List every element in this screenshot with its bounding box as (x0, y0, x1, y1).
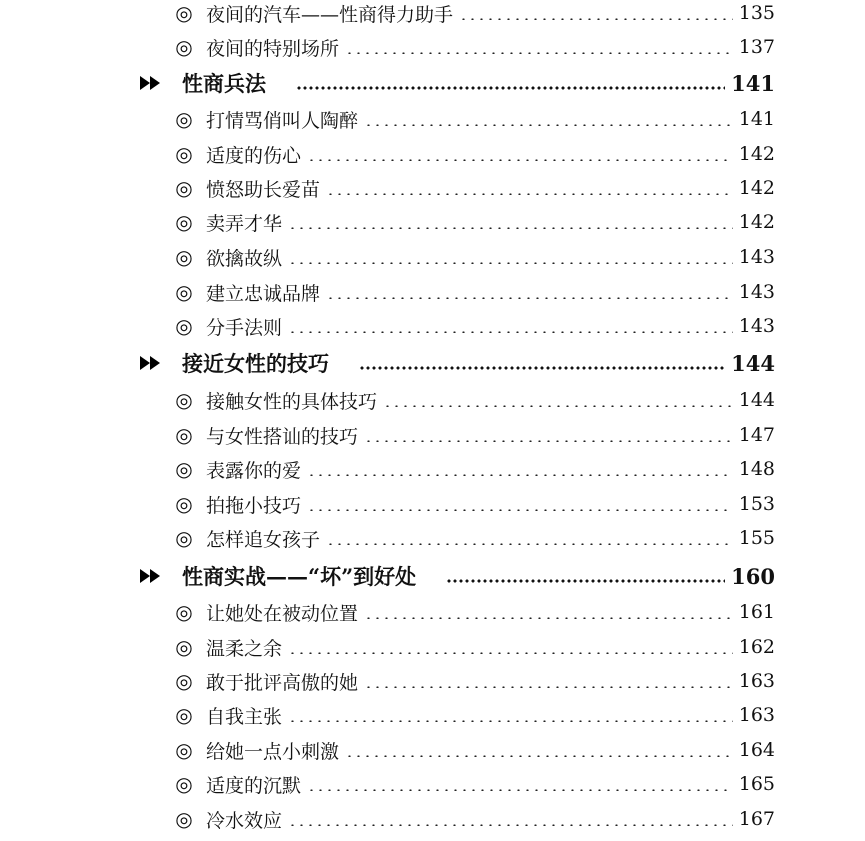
entry-title: 建立忠诚品牌 (206, 282, 321, 305)
dot-leader (359, 366, 725, 370)
dot-leader (364, 686, 733, 688)
dot-leader (288, 720, 733, 722)
page-number: 147 (738, 424, 775, 446)
double-circle-bullet-icon: ◎ (175, 423, 193, 447)
toc-entry[interactable] (0, 452, 865, 486)
double-circle-bullet-icon: ◎ (175, 772, 193, 796)
entry-title: 与女性搭讪的技巧 (206, 425, 359, 448)
page-number: 164 (738, 739, 775, 761)
dot-leader (288, 262, 733, 264)
entry-title: 冷水效应 (206, 809, 283, 832)
entry-title: 欲擒故纵 (206, 247, 283, 270)
page-number: 142 (738, 143, 775, 165)
toc-entry[interactable] (0, 30, 865, 64)
dot-leader (326, 193, 733, 195)
dot-leader (288, 824, 733, 826)
toc-entry[interactable] (0, 521, 865, 555)
dot-leader (326, 543, 733, 545)
entry-title: 给她一点小刺激 (206, 740, 340, 763)
double-circle-bullet-icon: ◎ (175, 703, 193, 727)
toc-entry[interactable] (0, 171, 865, 205)
toc-entry[interactable] (0, 205, 865, 239)
page-number: 143 (738, 246, 775, 268)
double-circle-bullet-icon: ◎ (175, 35, 193, 59)
dot-leader (307, 159, 733, 161)
double-circle-bullet-icon: ◎ (175, 176, 193, 200)
dot-leader (364, 124, 733, 126)
entry-title: 温柔之余 (206, 637, 283, 660)
dot-leader (345, 52, 733, 54)
toc-entry[interactable] (0, 137, 865, 171)
entry-title: 卖弄才华 (206, 212, 283, 235)
entry-title: 适度的沉默 (206, 774, 302, 797)
toc-entry[interactable] (0, 802, 865, 836)
toc-entry[interactable] (0, 240, 865, 274)
page-number: 163 (738, 704, 775, 726)
page-number: 135 (738, 2, 775, 24)
dot-leader (364, 617, 733, 619)
double-circle-bullet-icon: ◎ (175, 807, 193, 831)
dot-leader (326, 297, 733, 299)
toc-entry[interactable] (0, 418, 865, 452)
toc-entry[interactable] (0, 102, 865, 136)
entry-title: 自我主张 (206, 705, 283, 728)
dot-leader (364, 440, 733, 442)
toc-entry[interactable] (0, 767, 865, 801)
page-number: 155 (738, 527, 775, 549)
page-number: 143 (738, 281, 775, 303)
double-circle-bullet-icon: ◎ (175, 107, 193, 131)
toc-entry[interactable] (0, 275, 865, 309)
dot-leader (288, 331, 733, 333)
entry-title: 打情骂俏叫人陶醉 (206, 109, 359, 132)
entry-title: 愤怒助长爱苗 (206, 178, 321, 201)
toc-section-heading[interactable] (0, 345, 865, 381)
double-circle-bullet-icon: ◎ (175, 669, 193, 693)
page-number: 143 (738, 315, 775, 337)
entry-title: 适度的伤心 (206, 144, 302, 167)
double-arrow-icon (140, 356, 162, 370)
toc-entry[interactable] (0, 0, 865, 30)
toc-entry[interactable] (0, 309, 865, 343)
dot-leader (446, 579, 725, 583)
double-circle-bullet-icon: ◎ (175, 492, 193, 516)
page-number: 162 (738, 636, 775, 658)
double-circle-bullet-icon: ◎ (175, 210, 193, 234)
entry-title: 敢于批评高傲的她 (206, 671, 359, 694)
toc-section-heading[interactable] (0, 65, 865, 101)
double-arrow-icon (140, 76, 162, 90)
toc-section-heading[interactable] (0, 558, 865, 594)
double-arrow-icon (140, 569, 162, 583)
page-number: 142 (738, 211, 775, 233)
double-circle-bullet-icon: ◎ (175, 457, 193, 481)
double-circle-bullet-icon: ◎ (175, 388, 193, 412)
page-number: 161 (738, 601, 775, 623)
toc-entry[interactable] (0, 733, 865, 767)
entry-title: 拍拖小技巧 (206, 494, 302, 517)
entry-title: 夜间的特别场所 (206, 37, 340, 60)
double-circle-bullet-icon: ◎ (175, 526, 193, 550)
page-number: 163 (738, 670, 775, 692)
double-circle-bullet-icon: ◎ (175, 600, 193, 624)
section-title: 性商实战——“坏”到好处 (182, 564, 417, 589)
entry-title: 夜间的汽车——性商得力助手 (206, 3, 454, 26)
page-number: 144 (731, 350, 775, 376)
toc-entry[interactable] (0, 487, 865, 521)
double-circle-bullet-icon: ◎ (175, 738, 193, 762)
double-circle-bullet-icon: ◎ (175, 635, 193, 659)
dot-leader (307, 509, 733, 511)
entry-title: 表露你的爱 (206, 459, 302, 482)
double-circle-bullet-icon: ◎ (175, 245, 193, 269)
page-number: 160 (731, 563, 775, 589)
page-number: 141 (738, 108, 775, 130)
dot-leader (288, 227, 733, 229)
page-number: 142 (738, 177, 775, 199)
entry-title: 分手法则 (206, 316, 283, 339)
double-circle-bullet-icon: ◎ (175, 1, 193, 25)
entry-title: 接触女性的具体技巧 (206, 390, 378, 413)
dot-leader (307, 474, 733, 476)
page-number: 144 (738, 389, 775, 411)
toc-entry[interactable] (0, 630, 865, 664)
page-number: 141 (731, 70, 775, 96)
page-number: 153 (738, 493, 775, 515)
double-circle-bullet-icon: ◎ (175, 280, 193, 304)
dot-leader (459, 18, 733, 20)
entry-title: 怎样追女孩子 (206, 528, 321, 551)
page-number: 167 (738, 808, 775, 830)
section-title: 性商兵法 (182, 71, 266, 96)
toc-entry[interactable] (0, 383, 865, 417)
dot-leader (345, 755, 733, 757)
dot-leader (296, 86, 725, 90)
toc-entry[interactable] (0, 595, 865, 629)
page-number: 165 (738, 773, 775, 795)
entry-title: 让她处在被动位置 (206, 602, 359, 625)
toc-entry[interactable] (0, 664, 865, 698)
dot-leader (307, 789, 733, 791)
dot-leader (288, 652, 733, 654)
dot-leader (383, 405, 733, 407)
double-circle-bullet-icon: ◎ (175, 142, 193, 166)
page-number: 148 (738, 458, 775, 480)
toc-entry[interactable] (0, 698, 865, 732)
section-title: 接近女性的技巧 (182, 351, 329, 376)
double-circle-bullet-icon: ◎ (175, 314, 193, 338)
page-number: 137 (738, 36, 775, 58)
